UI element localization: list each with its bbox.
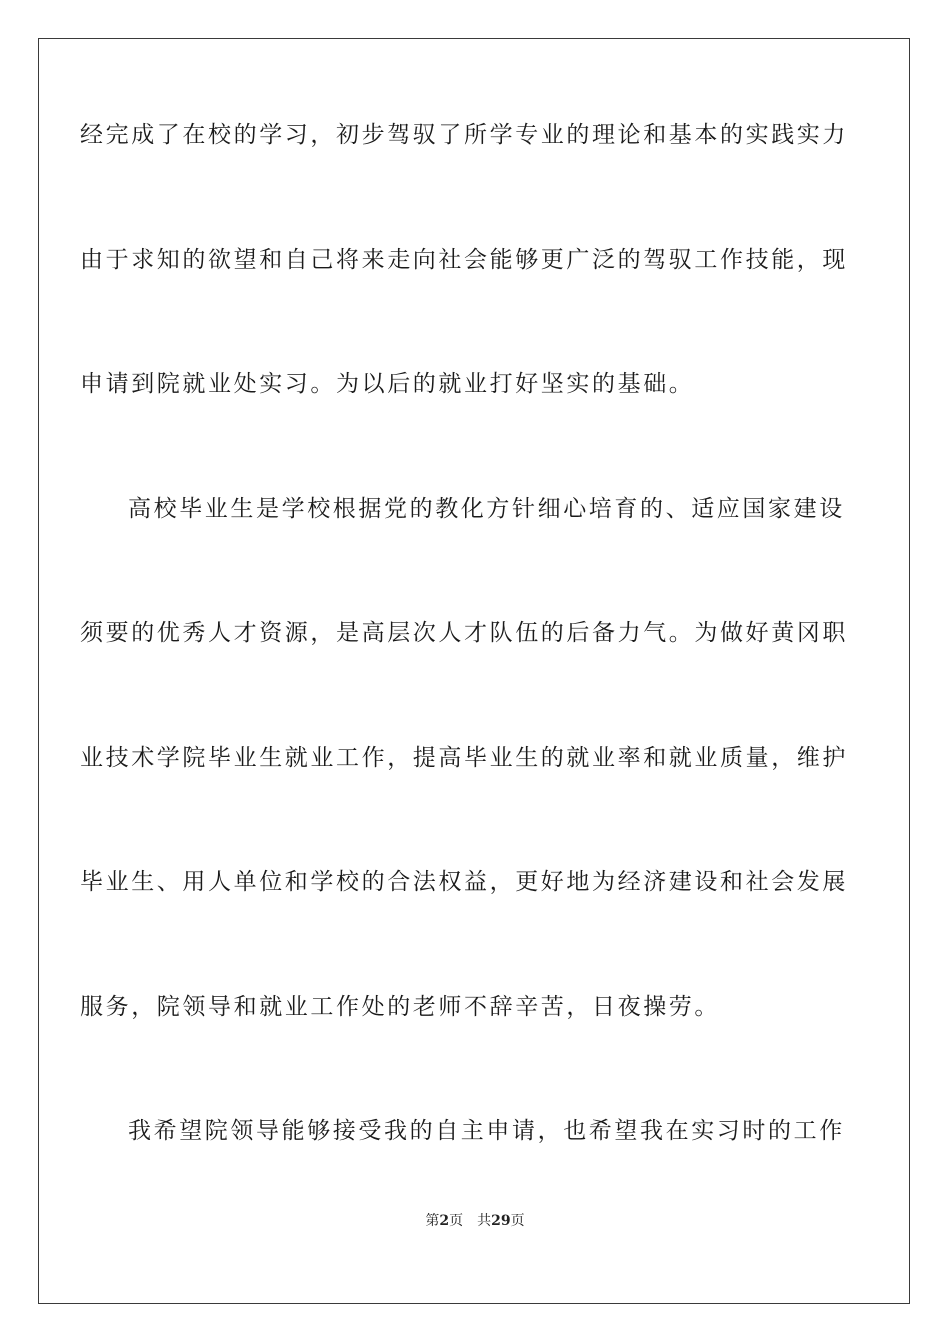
paragraph-line: 由于求知的欲望和自己将来走向社会能够更广泛的驾驭工作技能，现 [80, 246, 848, 273]
paragraph-line: 经完成了在校的学习，初步驾驭了所学专业的理论和基本的实践实力 [80, 122, 848, 148]
paragraph-line: 毕业生、用人单位和学校的合法权益，更好地为经济建设和社会发展 [80, 869, 848, 895]
total-prefix: 共 [477, 1213, 492, 1229]
total-pages: 29 [491, 1213, 511, 1229]
total-suffix: 页 [510, 1213, 525, 1229]
page-prefix: 第 [425, 1213, 440, 1229]
paragraph-line: 服务，院领导和就业工作处的老师不辞辛苦，日夜操劳。 [80, 993, 720, 1020]
paragraph-line: 业技术学院毕业生就业工作，提高毕业生的就业率和就业质量，维护 [80, 744, 848, 771]
page-number: 2 [439, 1213, 450, 1229]
paragraph-line: 须要的优秀人才资源，是高层次人才队伍的后备力气。为做好黄冈职 [80, 620, 848, 646]
page-suffix: 页 [449, 1213, 464, 1229]
paragraph-line: 高校毕业生是学校根据党的教化方针细心培育的、适应国家建设 [128, 495, 845, 522]
paragraph-line: 我希望院领导能够接受我的自主申请，也希望我在实习时的工作 [128, 1118, 845, 1144]
paragraph-line: 申请到院就业处实习。为以后的就业打好坚实的基础。 [80, 371, 695, 397]
document-body [80, 100, 848, 1221]
page-footer [0, 1210, 950, 1230]
